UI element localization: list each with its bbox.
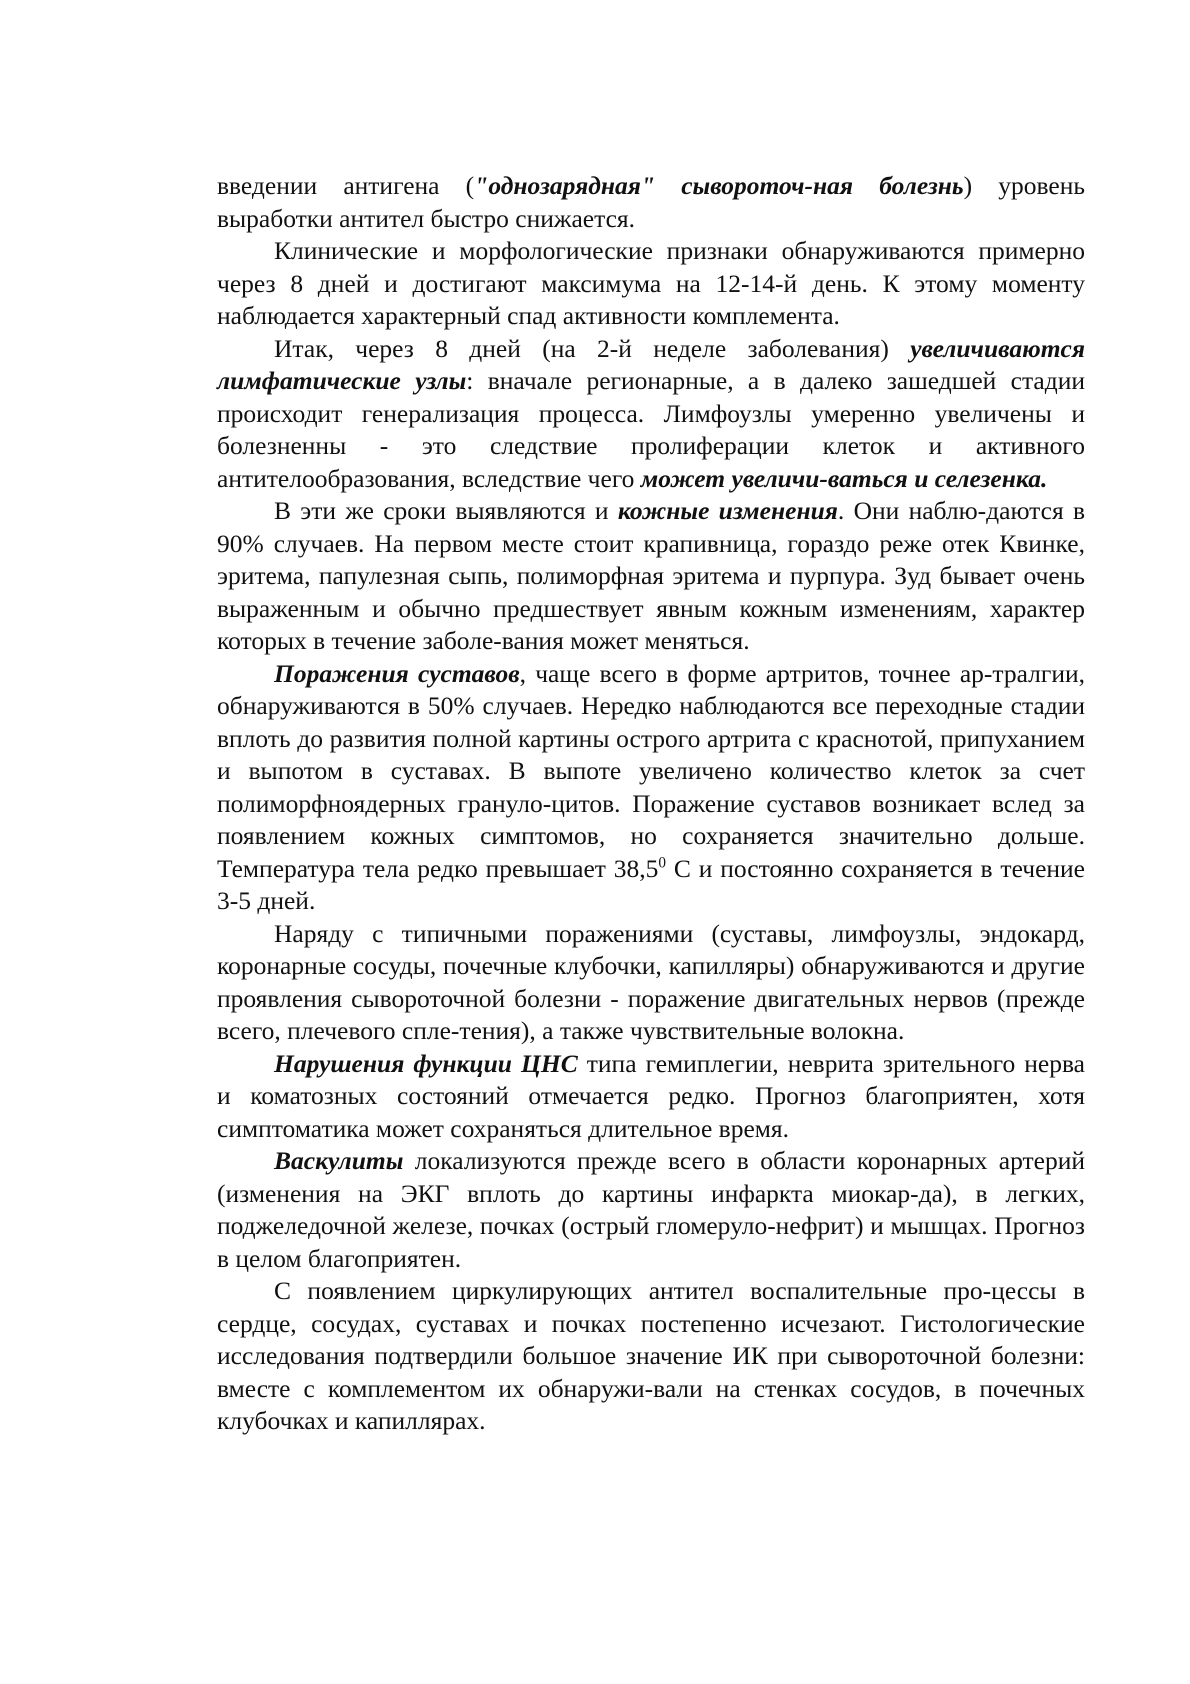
paragraph (217, 333, 1085, 496)
text-run: Клинические и морфологические признаки обнаруживаются примерно через 8 дней и достигают максимума на 12-14-й день. К этому моменту наблюдается характерный спад активности комплемента. (217, 236, 1085, 330)
emphasis-term: Нарушения функции ЦНС (274, 1048, 578, 1078)
paragraph (217, 495, 1085, 658)
text-run: С появлением циркулирующих антител воспалительные про-цессы в сердце, сосудах, суставах и почках постепенно исчезают. Гистологические исследования подтвердили большое значение ИК при сывороточной болезни: вместе с комплементом их обнаружи-вали на стенках сосудов, в почечных клубочках и капиллярах. (217, 1276, 1085, 1435)
text-run: , чаще всего в форме артритов, точнее ар-тралгии, обнаруживаются в 50% случаев. Нередко наблюдаются все переходные стадии вплоть до развития полной картины острого артрита с краснотой, припуханием и выпотом в суставах. В выпоте увеличено количество клеток за счет полиморфноядерных грануло-цитов. Поражение суставов возникает вслед за появлением кожных симптомов, но сохраняется значительно дольше. Температура тела редко превышает 38,5 (217, 658, 1085, 883)
paragraph (217, 170, 1085, 235)
emphasis-term: кожные изменения (617, 496, 838, 525)
paragraph (217, 1145, 1085, 1275)
paragraph (217, 918, 1085, 1048)
text-run: Наряду с типичными поражениями (суставы, лимфоузлы, эндокард, коронарные сосуды, почечные клубочки, капилляры) обнаруживаются и другие проявления сывороточной болезни - поражение двигательных нервов (прежде всего, плечевого спле-тения), а также чувствительные волокна. (217, 918, 1085, 1045)
emphasis-term: "однозарядная" сывороточ-ная болезнь (474, 171, 964, 200)
text-run: : вначале регионарные, а в далеко зашедшей стадии происходит генерализация процесса. Лимфоузлы умеренно увеличены и болезненны - это следствие пролиферации клеток и активного антителообразования, вследствие чего (217, 366, 1085, 493)
text-run: ) уровень выработки антител быстро снижается. (217, 171, 1086, 233)
text-run: локализуются прежде всего в области коронарных артерий (изменения на ЭКГ вплоть до картины инфаркта миокар-да), в легких, поджеледочной железе, почках (острый гломеруло-нефрит) и мышцах. Прогноз в целом благоприятен. (217, 1146, 1085, 1273)
emphasis-term: может увеличи-ваться и селезенка. (640, 463, 1048, 493)
superscript: 0 (658, 854, 667, 871)
emphasis-term: Поражения суставов (274, 658, 520, 688)
paragraph (217, 1048, 1085, 1146)
paragraph (217, 235, 1085, 333)
emphasis-term: увеличиваются лимфатические узлы (217, 333, 1085, 395)
text-run: Итак, через 8 дней (на 2-й неделе заболевания) (274, 333, 911, 363)
emphasis-term: Васкулиты (274, 1146, 404, 1175)
text-run: С и постоянно сохраняется в течение 3-5 дней. (217, 853, 1086, 915)
text-run: введении антигена ( (217, 171, 475, 200)
text-run: В эти же сроки выявляются и (274, 496, 618, 525)
document-page (217, 170, 1085, 1438)
text-run: типа гемиплегии, неврита зрительного нерва и коматозных состояний отмечается редко. Прогноз благоприятен, хотя симптоматика может сохраняться длительное время. (217, 1048, 1085, 1143)
paragraph (217, 1275, 1085, 1438)
text-run: . Они наблю-даются в 90% случаев. На первом месте стоит крапивница, гораздо реже отек Квинке, эритема, папулезная сыпь, полиморфная эритема и пурпура. Зуд бывает очень выраженным и обычно предшествует явным кожным изменениям, характер которых в течение заболе-вания может меняться. (217, 496, 1086, 655)
paragraph (217, 658, 1085, 918)
